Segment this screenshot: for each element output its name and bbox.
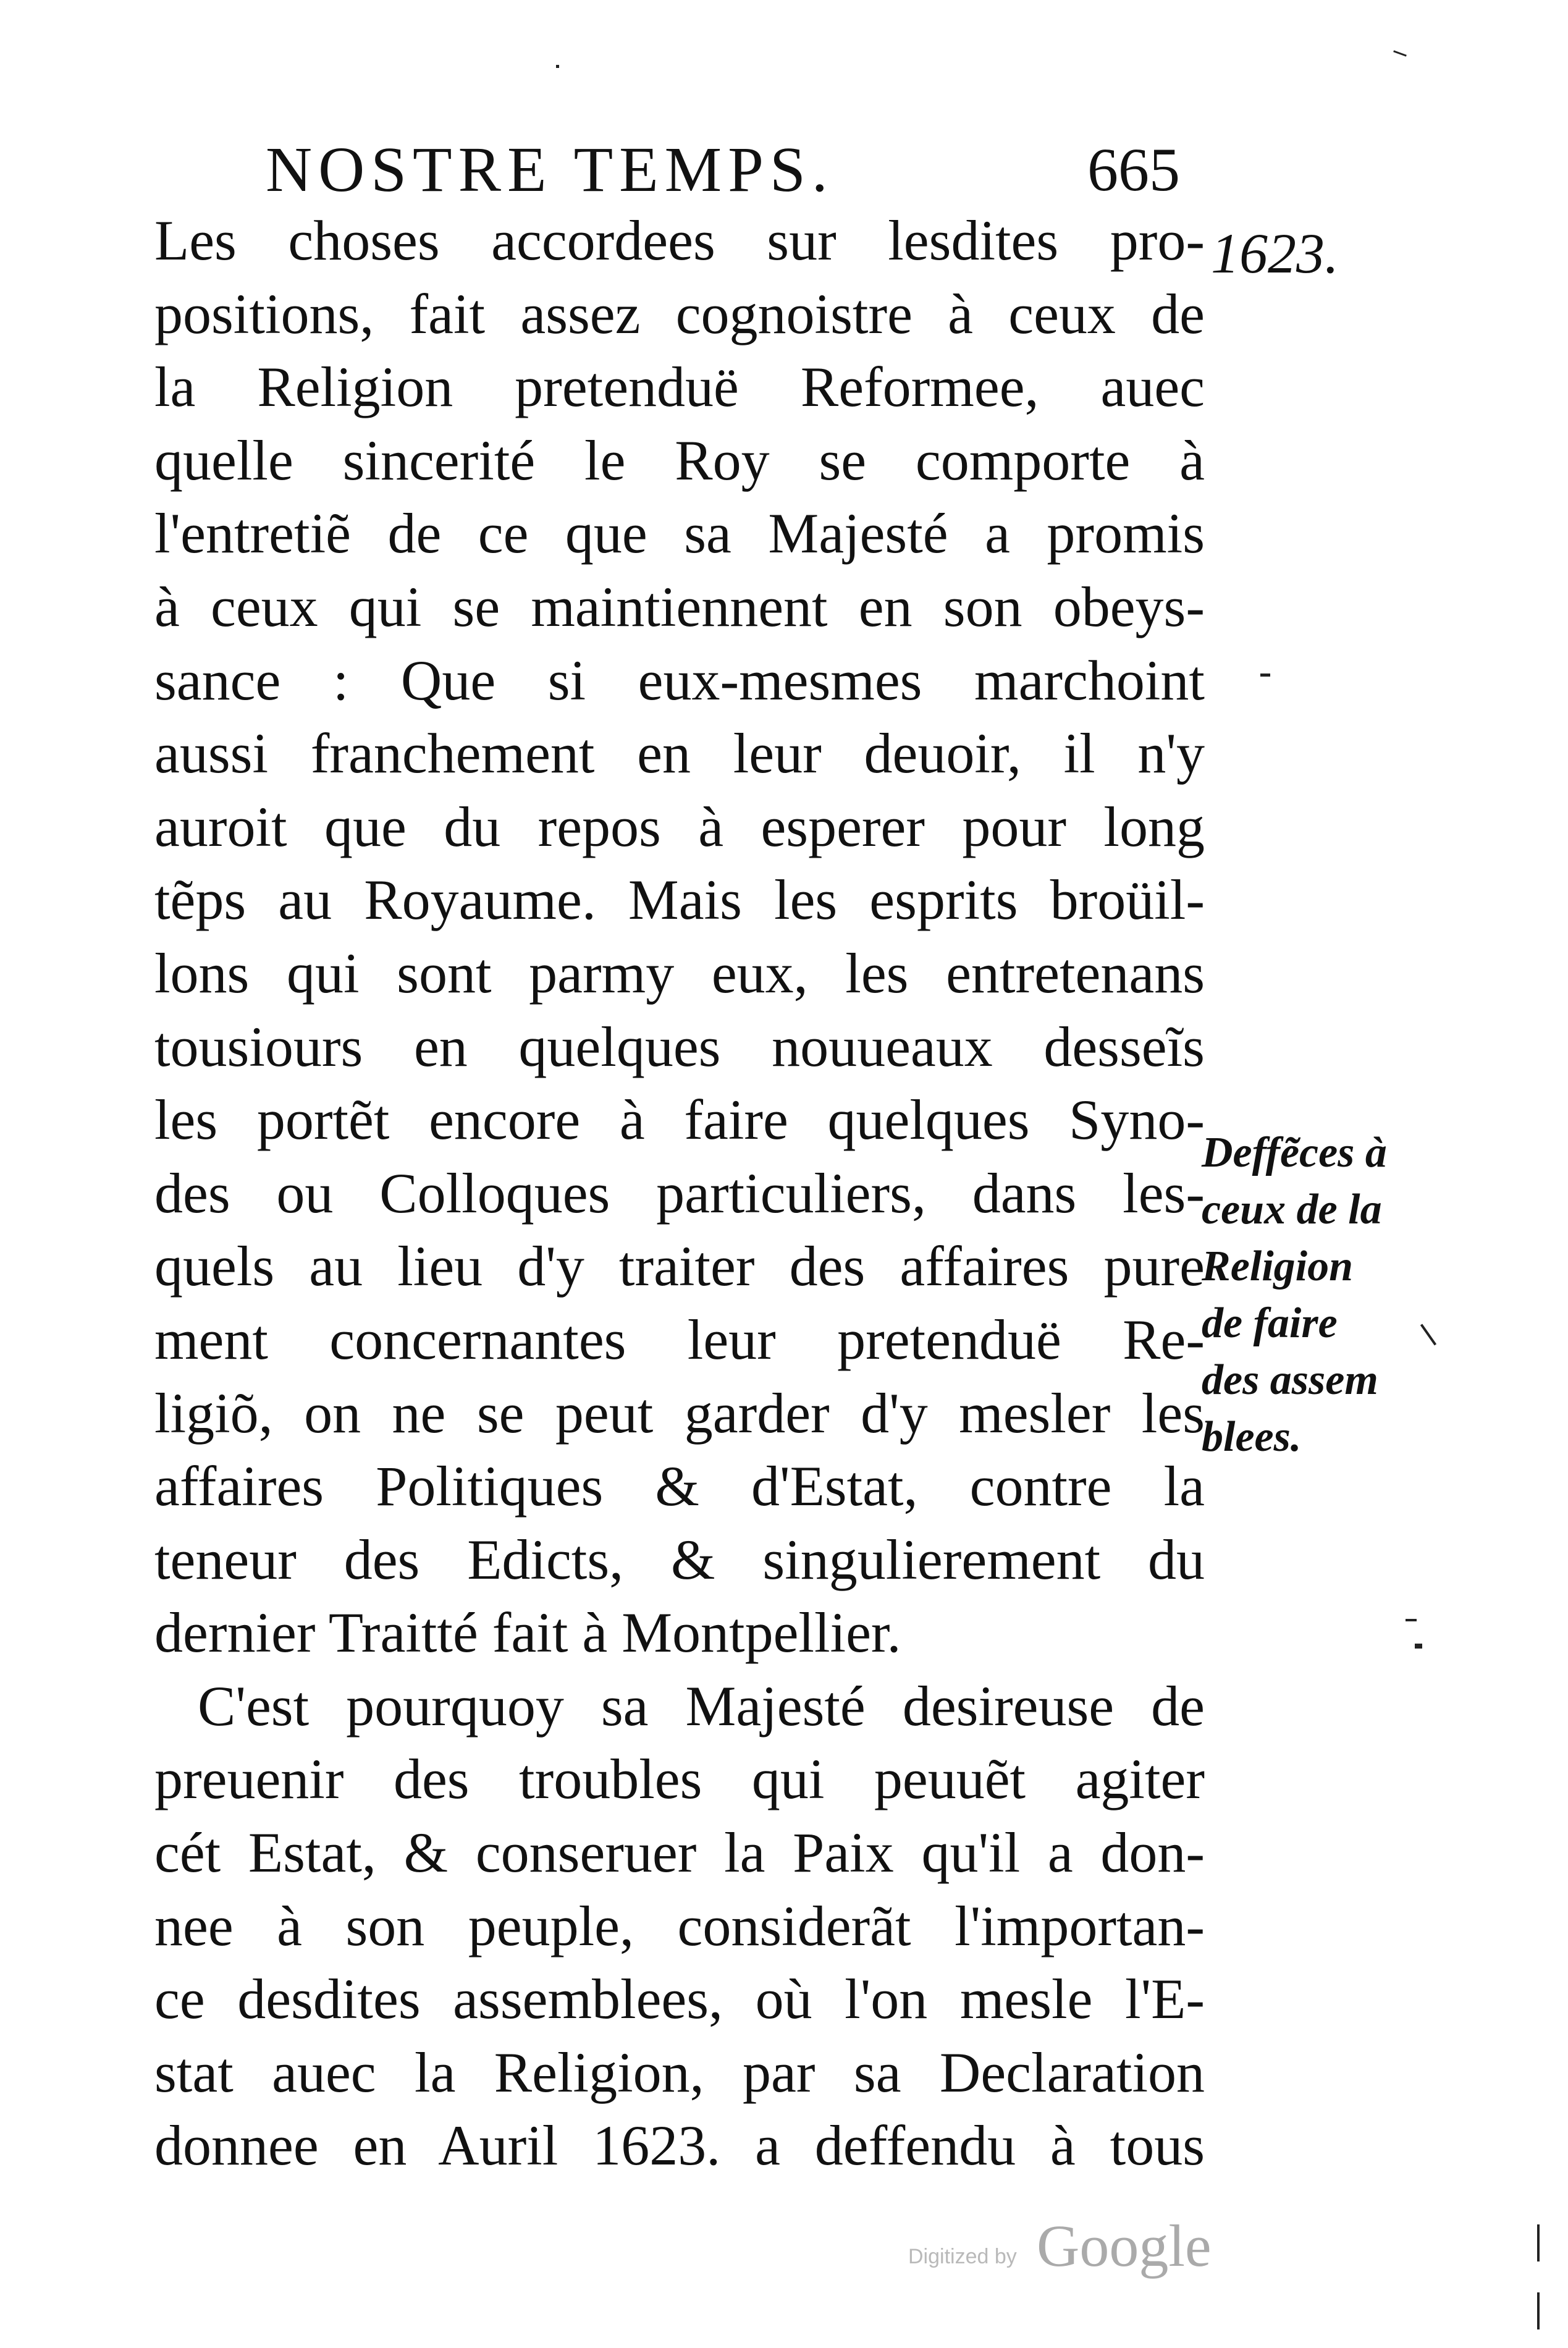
text-line: ce desdites assemblees, où l'on mesle l'E- xyxy=(154,1967,1205,2031)
text-line: aussi franchement en leur deuoir, il n'y xyxy=(154,722,1205,785)
running-head xyxy=(266,133,1180,207)
text-line: auroit que du repos à esperer pour long xyxy=(154,795,1205,858)
scan-speck xyxy=(1537,2292,1540,2329)
text-line: tousiours en quelques nouueaux desseĩs xyxy=(154,1015,1205,1078)
text-line: affaires Politiques & d'Estat, contre la xyxy=(154,1455,1205,1518)
text-line: l'entretiẽ de ce que sa Majesté a promis xyxy=(154,502,1205,565)
scan-speck xyxy=(556,65,559,68)
text-line: lons qui sont parmy eux, les entretenans xyxy=(154,941,1205,1005)
text-line: des ou Colloques particuliers, dans les- xyxy=(154,1161,1205,1225)
text-line: donnee en Auril 1623. a deffendu à tous xyxy=(154,2114,1205,2177)
google-logo: Google xyxy=(1037,2213,1212,2279)
text-line: cét Estat, & conseruer la Paix qu'il a don- xyxy=(154,1821,1205,1885)
sidenote-line: blees. xyxy=(1202,1413,1302,1461)
text-line: dernier Traitté fait à Montpellier. xyxy=(154,1601,901,1665)
text-line: positions, fait assez cognoistre à ceux de xyxy=(154,282,1205,345)
text-line: ment concernantes leur pretenduë Re- xyxy=(154,1307,1205,1371)
year-margin-note: 1623. xyxy=(1211,222,1339,285)
scan-speck xyxy=(1537,2224,1540,2261)
scan-speck xyxy=(1393,50,1407,56)
text-line: stat auec la Religion, par sa Declaration xyxy=(154,2040,1205,2104)
running-title: NOSTRE TEMPS. xyxy=(266,134,834,205)
scan-speck xyxy=(1415,1644,1422,1649)
sidenote-line: Religion xyxy=(1202,1243,1354,1290)
text-line: les portẽt encore à faire quelques Syno- xyxy=(154,1088,1205,1152)
text-line: C'est pourquoy sa Majesté desireuse de xyxy=(198,1674,1205,1738)
sidenote-line: Deffẽces à xyxy=(1202,1129,1387,1176)
sidenote-line: ceux de la xyxy=(1202,1186,1382,1233)
text-line: sance : Que si eux-mesmes marchoint xyxy=(154,648,1205,712)
page-number: 665 xyxy=(1087,135,1180,204)
text-line: quelle sincerité le Roy se comporte à xyxy=(154,428,1205,492)
sidenote xyxy=(1202,1125,1436,1466)
text-line: preuenir des troubles qui peuuẽt agiter xyxy=(154,1747,1205,1811)
text-line: Les choses accordees sur lesdites pro- xyxy=(154,209,1205,272)
digitized-by-label: Digitized by xyxy=(908,2245,1017,2268)
digitized-watermark xyxy=(908,2212,1254,2286)
sidenote-line: de faire xyxy=(1202,1299,1338,1347)
text-line: la Religion pretenduë Reformee, auec xyxy=(154,355,1205,419)
scan-speck xyxy=(1260,674,1270,677)
text-line: quels au lieu d'y traiter des affaires pure xyxy=(154,1235,1205,1298)
sidenote-line: des assem xyxy=(1202,1356,1378,1404)
text-line: à ceux qui se maintiennent en son obeys- xyxy=(154,575,1205,638)
text-line: nee à son peuple, considerãt l'importan- xyxy=(154,1894,1205,1957)
text-line: tẽps au Royaume. Mais les esprits broüil- xyxy=(154,868,1205,932)
scan-speck xyxy=(1406,1619,1417,1621)
body-text xyxy=(154,204,1205,2182)
text-line: ligiõ, on ne se peut garder d'y mesler les xyxy=(154,1381,1205,1445)
text-line: teneur des Edicts, & singulierement du xyxy=(154,1527,1205,1591)
